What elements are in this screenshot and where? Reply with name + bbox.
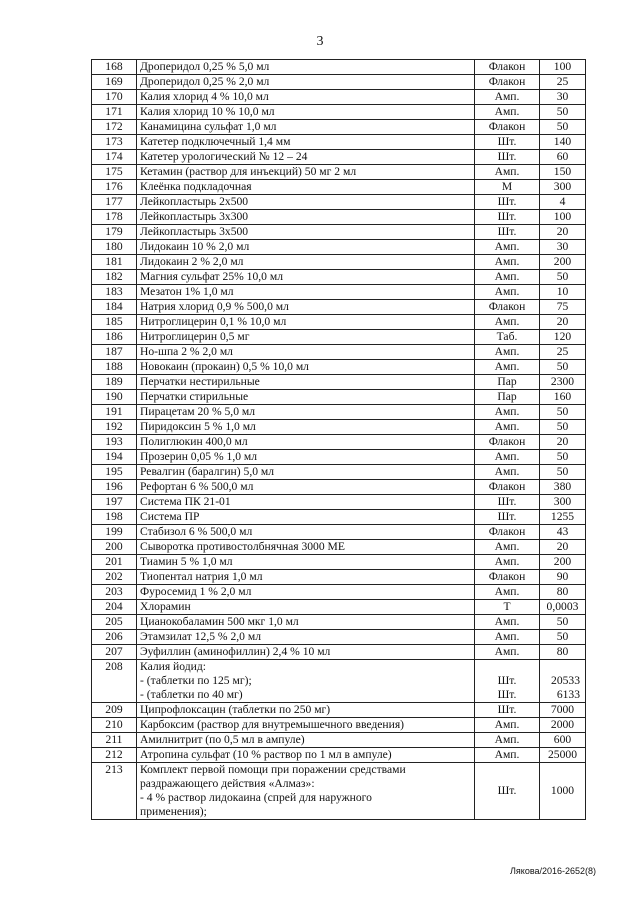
row-qty: 50 (540, 270, 586, 285)
row-unit: Амп. (475, 630, 540, 645)
row-number: 175 (92, 165, 137, 180)
row-number: 193 (92, 435, 137, 450)
row-name: Этамзилат 12,5 % 2,0 мл (137, 630, 475, 645)
row-number: 200 (92, 540, 137, 555)
row-qty: 1000 (540, 763, 586, 820)
row-unit: Амп. (475, 360, 540, 375)
row-qty: 150 (540, 165, 586, 180)
row-number: 197 (92, 495, 137, 510)
row-unit: Флакон (475, 525, 540, 540)
row-name: Мезатон 1% 1,0 мл (137, 285, 475, 300)
table-row (92, 525, 586, 540)
row-unit-line: Шт. (497, 688, 517, 701)
row-qty: 75 (540, 300, 586, 315)
row-name (137, 660, 475, 703)
row-qty: 200 (540, 555, 586, 570)
table-row (92, 600, 586, 615)
row-number: 183 (92, 285, 137, 300)
row-qty: 20 (540, 540, 586, 555)
row-number: 174 (92, 150, 137, 165)
row-name: Стабизол 6 % 500,0 мл (137, 525, 475, 540)
table-row (92, 480, 586, 495)
row-qty: 2000 (540, 718, 586, 733)
row-number: 173 (92, 135, 137, 150)
row-name: Лейкопластырь 3х500 (137, 225, 475, 240)
table-row (92, 615, 586, 630)
row-number: 202 (92, 570, 137, 585)
row-qty: 380 (540, 480, 586, 495)
row-number: 181 (92, 255, 137, 270)
row-number: 203 (92, 585, 137, 600)
row-name-line: - (таблетки по 40 мг) (140, 688, 243, 701)
row-unit: М (475, 180, 540, 195)
table-row (92, 345, 586, 360)
row-qty: 60 (540, 150, 586, 165)
row-unit: Амп. (475, 165, 540, 180)
row-number: 192 (92, 420, 137, 435)
row-unit: Амп. (475, 345, 540, 360)
row-number: 207 (92, 645, 137, 660)
table-body-b (92, 703, 586, 763)
row-unit: Амп. (475, 540, 540, 555)
table-row (92, 645, 586, 660)
row-name: Катетер подключечный 1,4 мм (137, 135, 475, 150)
table-body-208 (92, 660, 586, 703)
row-name: Перчатки стирильные (137, 390, 475, 405)
row-unit: Амп. (475, 555, 540, 570)
table-row (92, 270, 586, 285)
row-unit: Флакон (475, 300, 540, 315)
row-qty: 300 (540, 495, 586, 510)
row-unit: Шт. (475, 195, 540, 210)
row-name: Амилнитрит (по 0,5 мл в ампуле) (137, 733, 475, 748)
table-row (92, 285, 586, 300)
row-unit: Амп. (475, 615, 540, 630)
table-row (92, 330, 586, 345)
row-unit: Амп. (475, 270, 540, 285)
row-qty: 50 (540, 405, 586, 420)
table-row (92, 585, 586, 600)
row-number: 184 (92, 300, 137, 315)
row-qty (540, 660, 586, 703)
row-number: 187 (92, 345, 137, 360)
row-qty: 20 (540, 315, 586, 330)
row-qty: 50 (540, 450, 586, 465)
row-unit-line: Шт. (497, 674, 517, 687)
row-name: Атропина сульфат (10 % раствор по 1 мл в ампуле) (137, 748, 475, 763)
row-unit: Амп. (475, 585, 540, 600)
row-qty: 100 (540, 60, 586, 75)
table-row (92, 360, 586, 375)
row-qty: 20 (540, 435, 586, 450)
row-number: 189 (92, 375, 137, 390)
row-unit: Флакон (475, 60, 540, 75)
table-row (92, 75, 586, 90)
row-name: Калия хлорид 4 % 10,0 мл (137, 90, 475, 105)
row-number: 201 (92, 555, 137, 570)
row-name: Тиамин 5 % 1,0 мл (137, 555, 475, 570)
row-number: 212 (92, 748, 137, 763)
row-qty: 50 (540, 420, 586, 435)
row-qty: 7000 (540, 703, 586, 718)
table-row (92, 225, 586, 240)
row-name: Но-шпа 2 % 2,0 мл (137, 345, 475, 360)
row-name: Цианокобаламин 500 мкг 1,0 мл (137, 615, 475, 630)
row-name-line: - (таблетки по 125 мг); (140, 674, 252, 687)
table-row (92, 570, 586, 585)
row-name: Лейкопластырь 2х500 (137, 195, 475, 210)
row-number: 178 (92, 210, 137, 225)
table-body-213 (92, 763, 586, 820)
row-unit: Амп. (475, 240, 540, 255)
row-number: 169 (92, 75, 137, 90)
row-number: 190 (92, 390, 137, 405)
table-row (92, 315, 586, 330)
row-number: 182 (92, 270, 137, 285)
row-number: 208 (92, 660, 137, 703)
row-qty: 50 (540, 120, 586, 135)
row-unit: Флакон (475, 120, 540, 135)
row-name-line: раздражающего действия «Алмаз»: (140, 777, 315, 790)
row-unit: Амп. (475, 315, 540, 330)
row-unit: Амп. (475, 285, 540, 300)
row-number: 211 (92, 733, 137, 748)
row-name: Тиопентал натрия 1,0 мл (137, 570, 475, 585)
row-name: Система ПК 21-01 (137, 495, 475, 510)
row-unit: Шт. (475, 763, 540, 820)
table-row-213 (92, 763, 586, 820)
row-unit: Пар (475, 390, 540, 405)
row-name: Новокаин (прокаин) 0,5 % 10,0 мл (137, 360, 475, 375)
row-unit: Амп. (475, 90, 540, 105)
row-unit: Амп. (475, 105, 540, 120)
row-number: 186 (92, 330, 137, 345)
row-qty: 50 (540, 105, 586, 120)
row-qty-line: 6133 (556, 688, 580, 701)
row-unit: Шт. (475, 495, 540, 510)
row-unit: Амп. (475, 405, 540, 420)
page-number: 3 (316, 34, 324, 49)
table-row (92, 60, 586, 75)
row-qty: 140 (540, 135, 586, 150)
row-qty: 30 (540, 240, 586, 255)
row-unit: Шт. (475, 135, 540, 150)
row-name-line: - 4 % раствор лидокаина (спрей для наружного (140, 791, 372, 804)
row-unit: Амп. (475, 645, 540, 660)
row-unit: Амп. (475, 255, 540, 270)
row-qty: 25 (540, 345, 586, 360)
row-qty: 25000 (540, 748, 586, 763)
table-row (92, 210, 586, 225)
row-name: Пиридоксин 5 % 1,0 мл (137, 420, 475, 435)
row-unit: Амп. (475, 748, 540, 763)
row-unit: Амп. (475, 420, 540, 435)
row-qty: 4 (540, 195, 586, 210)
row-name: Ципрофлоксацин (таблетки по 250 мг) (137, 703, 475, 718)
row-qty: 120 (540, 330, 586, 345)
row-qty: 80 (540, 645, 586, 660)
table-row (92, 748, 586, 763)
row-number: 198 (92, 510, 137, 525)
row-unit: Амп. (475, 718, 540, 733)
row-qty: 25 (540, 75, 586, 90)
table-row (92, 465, 586, 480)
row-number: 191 (92, 405, 137, 420)
table-row (92, 420, 586, 435)
table-row (92, 90, 586, 105)
row-number: 188 (92, 360, 137, 375)
table-row (92, 435, 586, 450)
row-unit: Амп. (475, 733, 540, 748)
row-unit: Флакон (475, 570, 540, 585)
row-name: Рефортан 6 % 500,0 мл (137, 480, 475, 495)
table-row (92, 165, 586, 180)
row-name: Ревалгин (баралгин) 5,0 мл (137, 465, 475, 480)
table-row (92, 135, 586, 150)
row-name: Прозерин 0,05 % 1,0 мл (137, 450, 475, 465)
table-row (92, 390, 586, 405)
row-qty: 50 (540, 615, 586, 630)
row-number: 176 (92, 180, 137, 195)
row-unit: Таб. (475, 330, 540, 345)
row-qty: 200 (540, 255, 586, 270)
row-unit: Флакон (475, 435, 540, 450)
row-qty-line: 20533 (551, 674, 580, 687)
row-name: Магния сульфат 25% 10,0 мл (137, 270, 475, 285)
row-unit: Т (475, 600, 540, 615)
table-row (92, 510, 586, 525)
row-unit: Шт. (475, 225, 540, 240)
row-name: Калия хлорид 10 % 10,0 мл (137, 105, 475, 120)
row-number: 204 (92, 600, 137, 615)
row-number: 195 (92, 465, 137, 480)
document-footer-code: Лякова/2016-2652(8) (510, 866, 597, 876)
table-row (92, 630, 586, 645)
row-name: Пирацетам 20 % 5,0 мл (137, 405, 475, 420)
row-qty: 300 (540, 180, 586, 195)
row-name: Лейкопластырь 3х300 (137, 210, 475, 225)
row-qty: 10 (540, 285, 586, 300)
row-number: 170 (92, 90, 137, 105)
row-name: Клеёнка подкладочная (137, 180, 475, 195)
row-number: 209 (92, 703, 137, 718)
table-row-208 (92, 660, 586, 703)
row-name: Фуросемид 1 % 2,0 мл (137, 585, 475, 600)
row-qty: 50 (540, 630, 586, 645)
row-qty: 90 (540, 570, 586, 585)
row-qty: 20 (540, 225, 586, 240)
table-row (92, 255, 586, 270)
row-name: Нитроглицерин 0,5 мг (137, 330, 475, 345)
row-name: Лидокаин 10 % 2,0 мл (137, 240, 475, 255)
row-name: Система ПР (137, 510, 475, 525)
supplies-table (91, 59, 586, 820)
row-unit: Шт. (475, 510, 540, 525)
table-row (92, 703, 586, 718)
row-number: 210 (92, 718, 137, 733)
table-row (92, 300, 586, 315)
row-unit: Шт. (475, 703, 540, 718)
row-name: Натрия хлорид 0,9 % 500,0 мл (137, 300, 475, 315)
row-qty: 0,0003 (540, 600, 586, 615)
table-row (92, 105, 586, 120)
row-number: 180 (92, 240, 137, 255)
row-name: Сыворотка противостолбнячная 3000 МЕ (137, 540, 475, 555)
table-row (92, 150, 586, 165)
row-name: Карбоксим (раствор для внутремышечного введения) (137, 718, 475, 733)
row-number: 171 (92, 105, 137, 120)
row-number: 213 (92, 763, 137, 820)
row-number: 185 (92, 315, 137, 330)
row-qty: 600 (540, 733, 586, 748)
row-name: Хлорамин (137, 600, 475, 615)
row-unit (475, 660, 540, 703)
table-row (92, 495, 586, 510)
row-qty: 2300 (540, 375, 586, 390)
table-row (92, 240, 586, 255)
row-qty: 30 (540, 90, 586, 105)
row-number: 194 (92, 450, 137, 465)
row-name-line: Калия йодид: (140, 660, 206, 673)
table-row (92, 120, 586, 135)
row-name: Полиглюкин 400,0 мл (137, 435, 475, 450)
row-number: 168 (92, 60, 137, 75)
row-unit: Шт. (475, 150, 540, 165)
row-number: 177 (92, 195, 137, 210)
row-qty: 50 (540, 360, 586, 375)
row-name: Дроперидол 0,25 % 5,0 мл (137, 60, 475, 75)
row-name: Эуфиллин (аминофиллин) 2,4 % 10 мл (137, 645, 475, 660)
row-qty: 80 (540, 585, 586, 600)
row-unit: Шт. (475, 210, 540, 225)
row-name: Катетер урологический № 12 – 24 (137, 150, 475, 165)
row-unit: Флакон (475, 480, 540, 495)
table-body (92, 60, 586, 660)
table-row (92, 195, 586, 210)
row-qty: 50 (540, 465, 586, 480)
row-number: 205 (92, 615, 137, 630)
row-name-line: применения); (140, 805, 207, 818)
row-number: 172 (92, 120, 137, 135)
table-row (92, 375, 586, 390)
table-row (92, 540, 586, 555)
table-row (92, 555, 586, 570)
row-unit: Пар (475, 375, 540, 390)
row-unit: Амп. (475, 450, 540, 465)
row-number: 179 (92, 225, 137, 240)
row-name: Кетамин (раствор для инъекций) 50 мг 2 мл (137, 165, 475, 180)
row-name (137, 763, 475, 820)
row-unit: Амп. (475, 465, 540, 480)
row-qty: 100 (540, 210, 586, 225)
row-name: Нитроглицерин 0,1 % 10,0 мл (137, 315, 475, 330)
row-name: Лидокаин 2 % 2,0 мл (137, 255, 475, 270)
table-row (92, 718, 586, 733)
row-number: 206 (92, 630, 137, 645)
row-number: 196 (92, 480, 137, 495)
row-qty: 160 (540, 390, 586, 405)
row-name: Перчатки нестирильные (137, 375, 475, 390)
table-row (92, 180, 586, 195)
table-row (92, 405, 586, 420)
row-name-line: Комплект первой помощи при поражении средствами (140, 763, 406, 776)
row-unit: Флакон (475, 75, 540, 90)
row-qty: 1255 (540, 510, 586, 525)
row-number: 199 (92, 525, 137, 540)
row-qty: 43 (540, 525, 586, 540)
table-row (92, 450, 586, 465)
row-name: Дроперидол 0,25 % 2,0 мл (137, 75, 475, 90)
table-row (92, 733, 586, 748)
row-name: Канамицина сульфат 1,0 мл (137, 120, 475, 135)
